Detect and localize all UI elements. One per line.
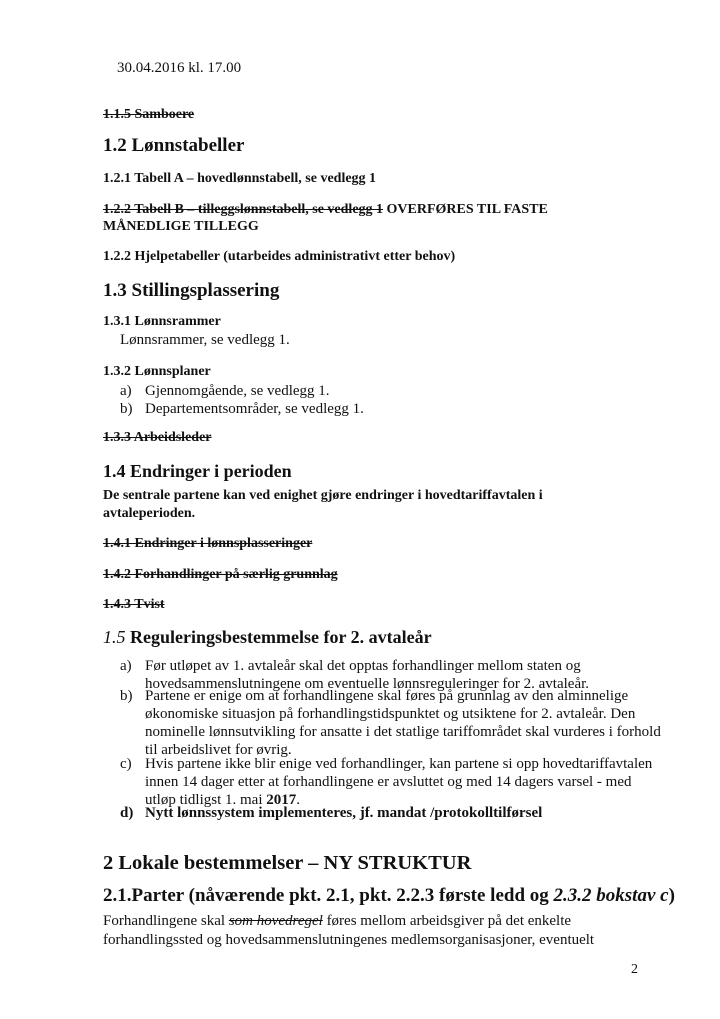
- heading-1-2-1: 1.2.1 Tabell A – hovedlønnstabell, se vedlegg 1: [103, 171, 377, 186]
- heading-1-4-2-struck: 1.4.2 Forhandlinger på særlig grunnlag: [103, 567, 338, 582]
- timestamp: 30.04.2016 kl. 17.00: [117, 60, 242, 76]
- heading-1-5: 1.5 Reguleringsbestemmelse for 2. avtaleår: [103, 627, 432, 647]
- page-number: 2: [631, 962, 638, 977]
- heading-2-1: 2.1.Parter (nåværende pkt. 2.1, pkt. 2.2.3 første ledd og 2.3.2 bokstav c): [103, 885, 675, 906]
- heading-1-2: 1.2 Lønnstabeller: [103, 135, 245, 156]
- list-item: b) Departementsområder, se vedlegg 1.: [120, 401, 364, 417]
- text-1-3-1: Lønnsrammer, se vedlegg 1.: [120, 332, 290, 348]
- heading-1-3-3-struck: 1.3.3 Arbeidsleder: [103, 430, 212, 445]
- list-item: a) Gjennomgående, se vedlegg 1.: [120, 383, 330, 399]
- heading-1-4-1-struck: 1.4.1 Endringer i lønnsplasseringer: [103, 536, 313, 551]
- paragraph-2-1: Forhandlingene skal som hovedregel føres mellom arbeidsgiver på det enkelte forhandlingssted og hovedsammenslutningenes medlemsorganisasjoner, eventuelt: [103, 913, 595, 948]
- list-item: a) Før utløpet av 1. avtaleår skal det opptas forhandlinger mellom staten og hovedsammenslutningene om eventuelle lønnsreguleringer for 2. avtaleår.: [120, 658, 590, 692]
- heading-1-3-2: 1.3.2 Lønnsplaner: [103, 364, 211, 379]
- paragraph-1-4: De sentrale partene kan ved enighet gjøre endringer i hovedtariffavtalen i avtaleperioden.: [103, 488, 543, 521]
- heading-1-2-2-struck: [103, 201, 548, 235]
- transfer-note-line2: MÅNEDLIGE TILLEGG: [103, 219, 259, 234]
- heading-2: 2 Lokale bestemmelser – NY STRUKTUR: [103, 852, 472, 874]
- list-item: b) Partene er enige om at forhandlingene skal føres på grunnlag av den alminnelige økonomiske situasjon på forhandlingstidspunktet og utsiktene for 2. avtaleår. Den nominelle lønnsutvikling for ansatte i det statlige tariffområdet skal vurderes i forhold til arbeidslivet for øvrig.: [120, 688, 661, 758]
- list-item: c) Hvis partene ikke blir enige ved forhandlinger, kan partene si opp hovedtariffavtalen innen 14 dager etter at forhandlingene er avsluttet og med 14 dagers varsel - med utløp tidligst 1. mai 2017.: [120, 756, 653, 808]
- struck-table-b: 1.2.2 Tabell B – tilleggslønnstabell, se vedlegg 1: [103, 202, 384, 217]
- heading-1-2-2: 1.2.2 Hjelpetabeller (utarbeides administrativt etter behov): [103, 249, 456, 264]
- heading-1-1-5-struck: 1.1.5 Samboere: [103, 107, 195, 122]
- heading-1-3-1: 1.3.1 Lønnsrammer: [103, 314, 221, 329]
- heading-1-4: 1.4 Endringer i perioden: [103, 461, 292, 481]
- transfer-note: OVERFØRES TIL FASTE: [383, 202, 548, 217]
- heading-1-3: 1.3 Stillingsplassering: [103, 280, 280, 301]
- list-item: d) Nytt lønnssystem implementeres, jf. mandat /protokolltilførsel: [120, 805, 543, 821]
- heading-1-4-3-struck: 1.4.3 Tvist: [103, 597, 165, 612]
